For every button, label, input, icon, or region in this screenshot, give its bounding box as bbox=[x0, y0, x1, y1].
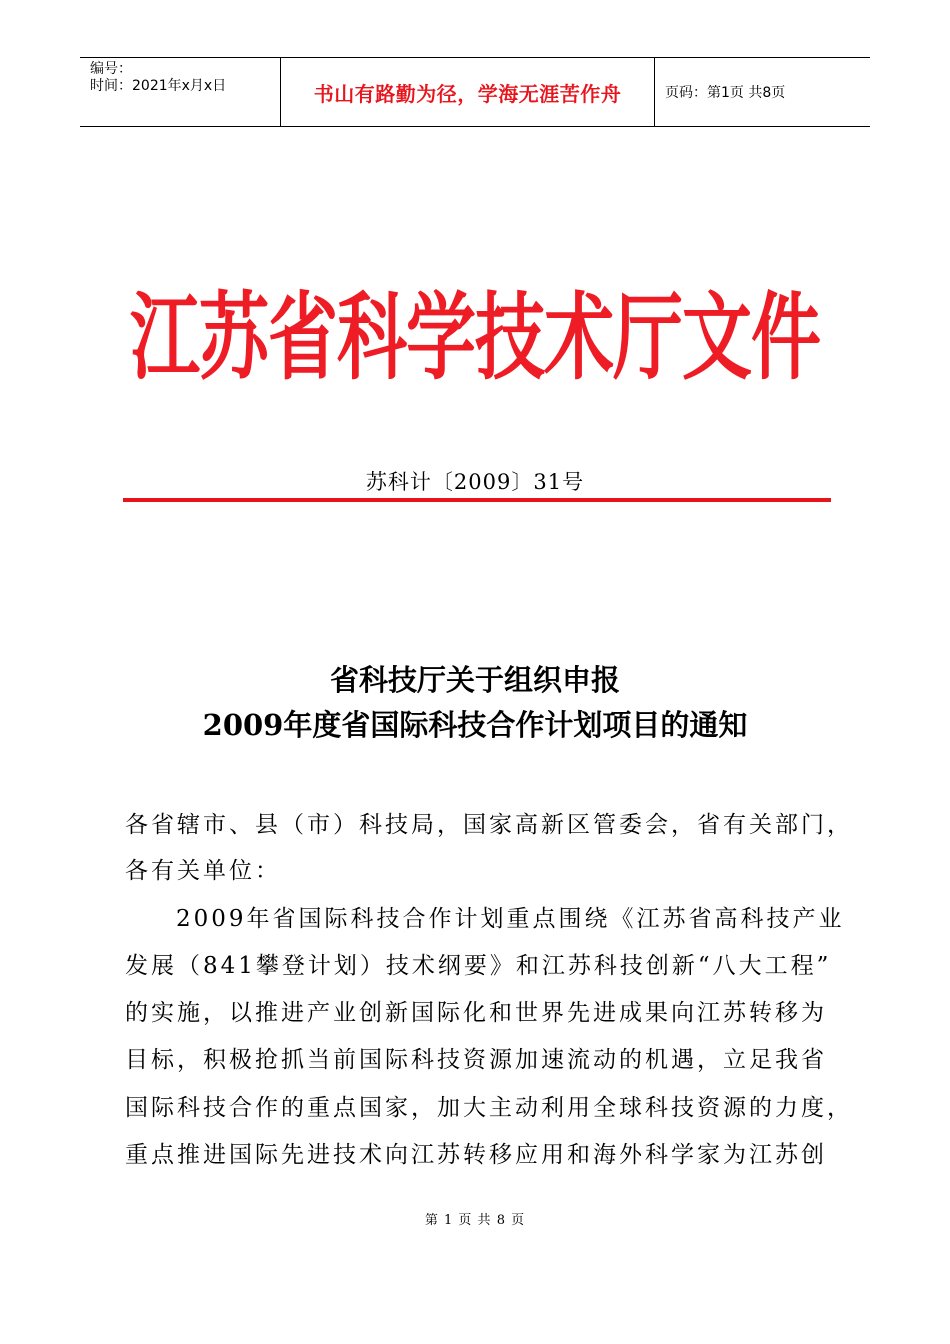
body-line: 2009年省国际科技合作计划重点围绕《江苏省高科技产业 bbox=[150, 906, 845, 932]
header-table bbox=[80, 57, 870, 127]
number-label: 编号： bbox=[90, 61, 132, 77]
header-page-info: 页码：第1页 共8页 bbox=[665, 85, 786, 101]
body-line: 各省辖市、县（市）科技局，国家高新区管委会，省有关部门， bbox=[125, 812, 853, 838]
document-masthead: 江苏省科学技术厅文件 bbox=[130, 282, 820, 393]
page-footer: 第 1 页 共 8 页 bbox=[424, 1213, 526, 1228]
document-number: 苏科计〔2009〕31号 bbox=[365, 470, 585, 494]
body-line: 发展（841攀登计划）技术纲要》和江苏科技创新“八大工程” bbox=[125, 953, 832, 979]
header-meta-cell bbox=[80, 58, 281, 126]
body-line: 国际科技合作的重点国家，加大主动利用全球科技资源的力度， bbox=[125, 1095, 853, 1121]
header-motto: 书山有路勤为径，学海无涯苦作舟 bbox=[281, 58, 655, 126]
body-line: 的实施，以推进产业创新国际化和世界先进成果向江苏转移为 bbox=[125, 1000, 827, 1026]
time-label: 时间：2021年x月x日 bbox=[90, 78, 227, 94]
document-title-line-2: 2009年度省国际科技合作计划项目的通知 bbox=[202, 708, 748, 742]
red-divider-rule bbox=[123, 498, 831, 502]
body-line: 重点推进国际先进技术向江苏转移应用和海外科学家为江苏创 bbox=[125, 1142, 827, 1168]
body-line: 各有关单位： bbox=[125, 858, 281, 884]
body-line: 目标，积极抢抓当前国际科技资源加速流动的机遇，立足我省 bbox=[125, 1047, 827, 1073]
document-title-line-1: 省科技厅关于组织申报 bbox=[329, 663, 620, 697]
